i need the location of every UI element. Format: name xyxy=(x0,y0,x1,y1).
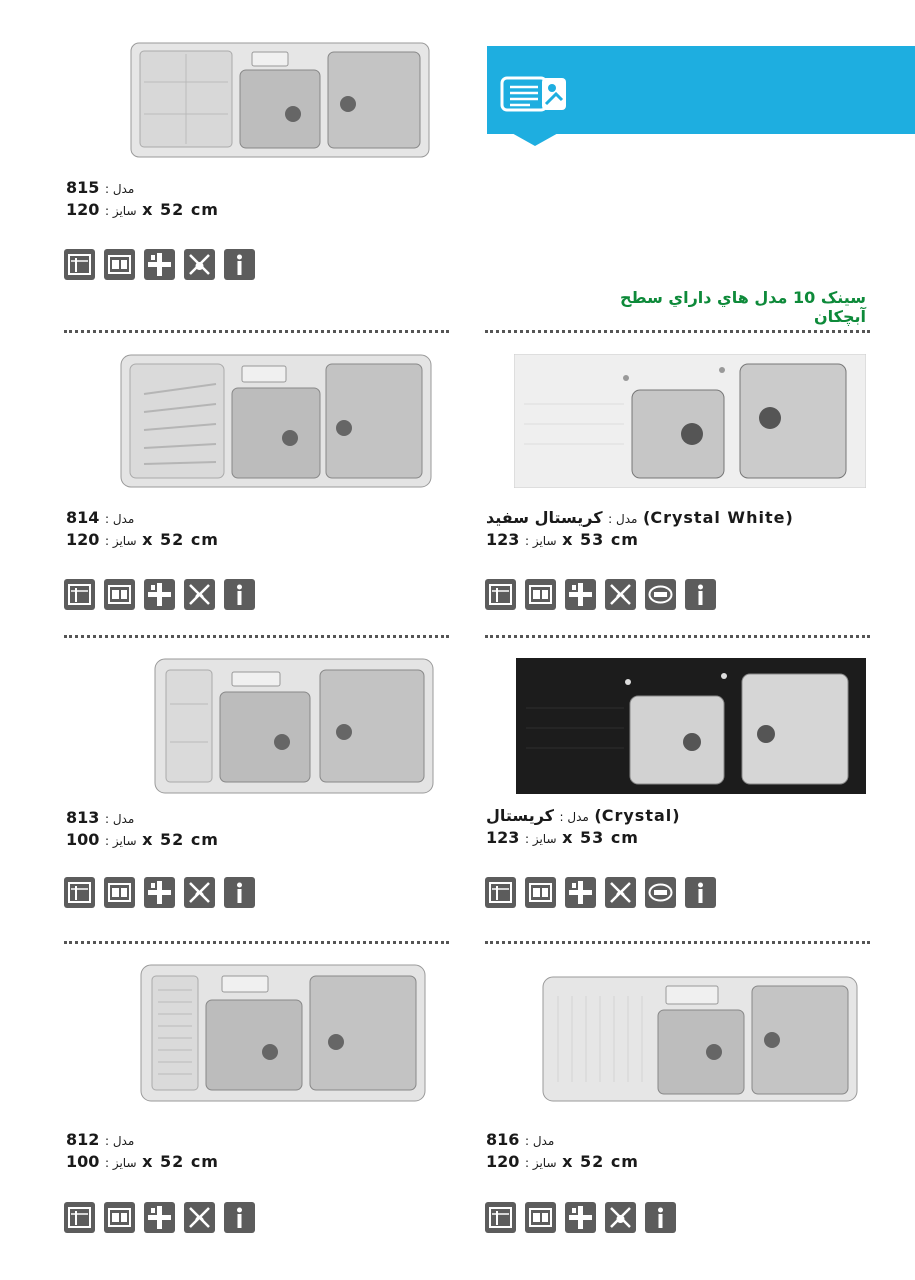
model-label: مدل : xyxy=(104,1134,135,1148)
size-value: 100 x 52 cm xyxy=(66,1152,219,1171)
model-value: 816 xyxy=(486,1130,520,1149)
no-wall-icon xyxy=(184,1202,215,1233)
size-label: سایز : xyxy=(104,534,137,548)
no-wall-icon xyxy=(184,877,215,908)
basket-icon xyxy=(104,579,135,610)
feature-icons xyxy=(485,877,716,908)
info-icon xyxy=(224,1202,255,1233)
no-wall-icon xyxy=(184,579,215,610)
feature-icons xyxy=(64,249,255,280)
model-value: 815 xyxy=(66,178,100,197)
info-icon xyxy=(224,877,255,908)
basket-icon xyxy=(525,877,556,908)
sink-image xyxy=(154,658,434,794)
size-label: سایز : xyxy=(524,1156,557,1170)
info-icon xyxy=(685,579,716,610)
basket-icon xyxy=(104,1202,135,1233)
dimensions-icon xyxy=(64,877,95,908)
dimensions-icon xyxy=(485,877,516,908)
info-icon xyxy=(224,249,255,280)
cross-cut-icon xyxy=(144,579,175,610)
dimensions-icon xyxy=(64,579,95,610)
feature-icons xyxy=(64,877,255,908)
model-label: مدل : xyxy=(608,512,638,526)
banner-notch xyxy=(510,132,560,146)
model-value: 813 xyxy=(66,808,100,827)
size-label: سایز : xyxy=(524,534,557,548)
model-label: مدل : xyxy=(559,810,589,824)
feature-icons xyxy=(485,579,716,610)
section-heading: سینک 10 مدل هاي داراي سطح آبچکان xyxy=(620,288,866,326)
glass-icon xyxy=(645,877,676,908)
size-value: 120 x 52 cm xyxy=(486,1152,639,1171)
model-value: کریستال سفید (Crystal White) xyxy=(486,508,793,527)
dimensions-icon xyxy=(64,249,95,280)
cross-cut-icon xyxy=(144,249,175,280)
cross-cut-icon xyxy=(565,579,596,610)
basket-icon xyxy=(525,1202,556,1233)
divider xyxy=(64,941,449,944)
dimensions-icon xyxy=(485,579,516,610)
feature-icons xyxy=(64,579,255,610)
sink-image xyxy=(120,354,432,488)
size-value: 123 x 53 cm xyxy=(486,828,639,847)
no-wall-icon xyxy=(605,579,636,610)
basket-icon xyxy=(104,877,135,908)
info-icon xyxy=(645,1202,676,1233)
sink-image xyxy=(514,354,866,488)
size-value: 120 x 52 cm xyxy=(66,200,219,219)
size-label: سایز : xyxy=(104,1156,137,1170)
size-label: سایز : xyxy=(104,834,137,848)
model-label: مدل : xyxy=(104,512,135,526)
size-value: 120 x 52 cm xyxy=(66,530,219,549)
size-label: سایز : xyxy=(524,832,557,846)
sink-image xyxy=(140,964,426,1102)
model-value: 814 xyxy=(66,508,100,527)
catalog-icon xyxy=(500,74,570,114)
divider xyxy=(485,941,870,944)
divider xyxy=(485,330,870,333)
feature-icons xyxy=(485,1202,676,1233)
model-label: مدل : xyxy=(104,182,135,196)
no-wall-icon xyxy=(605,877,636,908)
size-value: 100 x 52 cm xyxy=(66,830,219,849)
feature-icons xyxy=(64,1202,255,1233)
divider xyxy=(485,635,870,638)
glass-icon xyxy=(645,579,676,610)
model-label: مدل : xyxy=(524,1134,555,1148)
size-label: سایز : xyxy=(104,204,137,218)
wall-mount-icon xyxy=(184,249,215,280)
sink-image xyxy=(542,976,858,1102)
sink-image xyxy=(130,42,430,158)
cross-cut-icon xyxy=(144,1202,175,1233)
model-label: مدل : xyxy=(104,812,135,826)
info-icon xyxy=(224,579,255,610)
cross-cut-icon xyxy=(144,877,175,908)
dimensions-icon xyxy=(485,1202,516,1233)
model-value: 812 xyxy=(66,1130,100,1149)
sink-image xyxy=(516,658,866,794)
model-value: کریستال (Crystal) xyxy=(486,806,680,825)
divider xyxy=(64,635,449,638)
cross-cut-icon xyxy=(565,1202,596,1233)
info-icon xyxy=(685,877,716,908)
basket-icon xyxy=(525,579,556,610)
wall-mount-icon xyxy=(605,1202,636,1233)
dimensions-icon xyxy=(64,1202,95,1233)
divider xyxy=(64,330,449,333)
cross-cut-icon xyxy=(565,877,596,908)
size-value: 123 x 53 cm xyxy=(486,530,639,549)
basket-icon xyxy=(104,249,135,280)
